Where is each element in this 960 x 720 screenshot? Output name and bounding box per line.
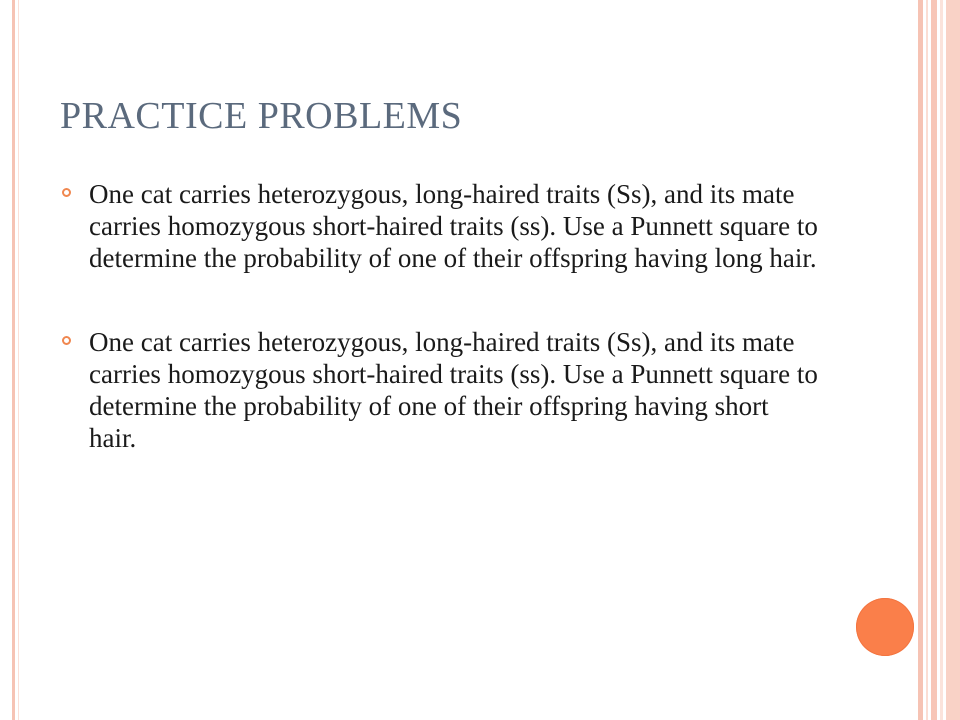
bullet-circle-icon	[62, 336, 71, 345]
right-stripe	[940, 0, 943, 720]
right-stripe	[918, 0, 923, 720]
bullet-text: One cat carries heterozygous, long-haired traits (Ss), and its mate carries homozygous short-haired traits (ss). Use a Punnett square to determine the probability of one of their offspring having long hair.	[89, 179, 818, 273]
left-frame-inner-line	[18, 0, 19, 720]
bullet-list	[62, 178, 822, 454]
bullet-item	[62, 326, 822, 454]
bullet-item	[62, 178, 822, 274]
right-stripe	[931, 0, 937, 720]
right-stripe	[946, 0, 960, 720]
bullet-circle-icon	[62, 188, 71, 197]
bullet-text: One cat carries heterozygous, long-haired traits (Ss), and its mate carries homozygous short-haired traits (ss). Use a Punnett square to determine the probability of one of their offspring having short hair.	[89, 327, 818, 453]
right-stripe	[926, 0, 928, 720]
accent-circle-decoration	[856, 598, 914, 656]
slide-title: PRACTICE PROBLEMS	[60, 95, 463, 137]
left-frame-line	[12, 0, 15, 720]
